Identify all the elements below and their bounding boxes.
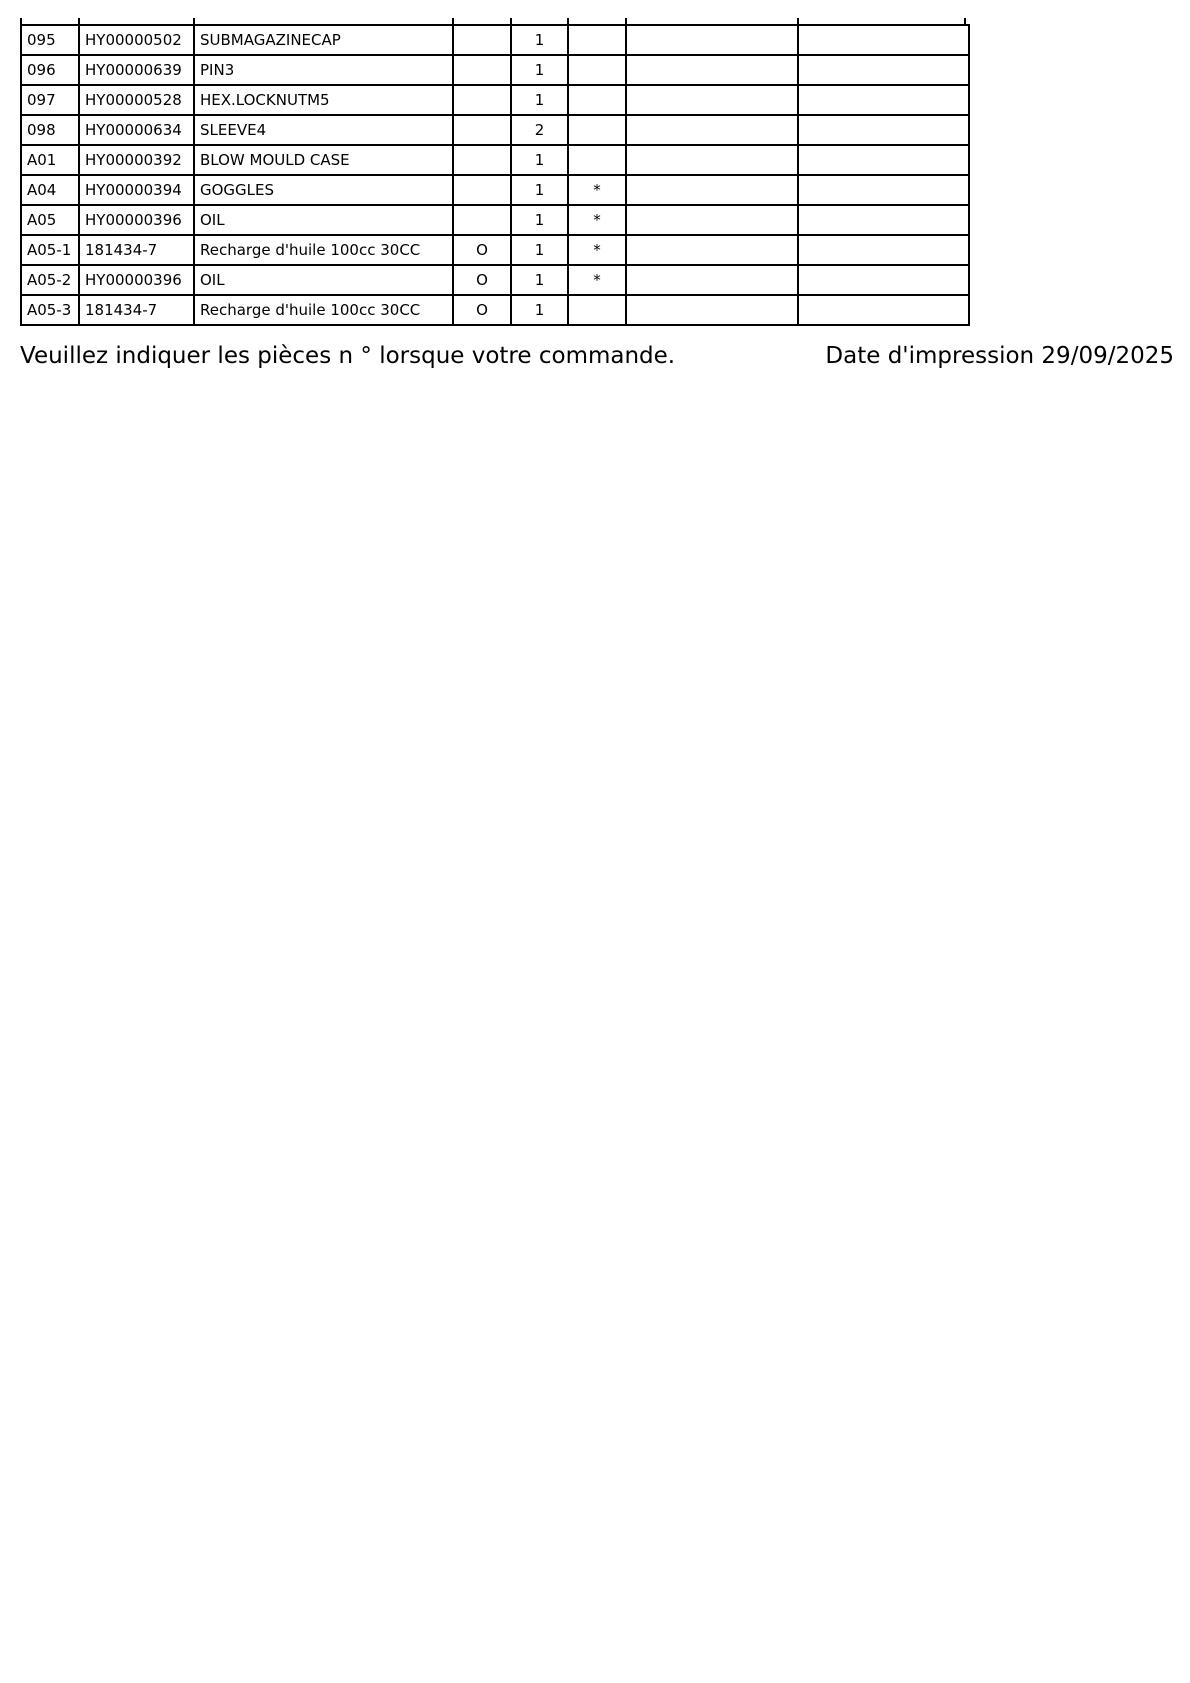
cell-quantity: 2	[511, 115, 568, 145]
table-row	[21, 85, 969, 115]
cell-star-mark: *	[568, 265, 626, 295]
cell-quantity: 1	[511, 85, 568, 115]
cell-blank	[626, 175, 798, 205]
table-row	[21, 235, 969, 265]
cell-star-mark	[568, 25, 626, 55]
cell-item-number: 096	[21, 55, 79, 85]
cell-item-number: 098	[21, 115, 79, 145]
cell-blank	[626, 55, 798, 85]
cell-description: SUBMAGAZINECAP	[194, 25, 453, 55]
cell-description: SLEEVE4	[194, 115, 453, 145]
cell-description: Recharge d'huile 100cc 30CC	[194, 295, 453, 325]
cell-blank	[798, 265, 969, 295]
cell-option-mark	[453, 145, 511, 175]
cell-item-number: A05	[21, 205, 79, 235]
cell-star-mark	[568, 55, 626, 85]
parts-table	[20, 24, 970, 326]
cell-part-reference: 181434-7	[79, 235, 194, 265]
cell-star-mark: *	[568, 235, 626, 265]
cell-item-number: 095	[21, 25, 79, 55]
cell-blank	[626, 115, 798, 145]
cell-option-mark	[453, 175, 511, 205]
cell-part-reference: HY00000528	[79, 85, 194, 115]
cell-item-number: 097	[21, 85, 79, 115]
cell-option-mark	[453, 85, 511, 115]
cell-blank	[626, 25, 798, 55]
cell-option-mark: O	[453, 265, 511, 295]
table-row	[21, 265, 969, 295]
cell-part-reference: HY00000394	[79, 175, 194, 205]
cell-part-reference: HY00000639	[79, 55, 194, 85]
cell-blank	[626, 205, 798, 235]
cell-blank	[798, 175, 969, 205]
cell-item-number: A05-3	[21, 295, 79, 325]
cell-blank	[798, 25, 969, 55]
cell-star-mark	[568, 85, 626, 115]
cell-blank	[626, 265, 798, 295]
cell-description: BLOW MOULD CASE	[194, 145, 453, 175]
order-instruction-note: Veuillez indiquer les pièces n ° lorsque votre commande.	[20, 343, 676, 369]
cell-quantity: 1	[511, 175, 568, 205]
cell-description: GOGGLES	[194, 175, 453, 205]
table-row	[21, 55, 969, 85]
cell-star-mark	[568, 295, 626, 325]
cell-star-mark: *	[568, 205, 626, 235]
cell-part-reference: HY00000634	[79, 115, 194, 145]
cell-description: OIL	[194, 265, 453, 295]
cell-option-mark: O	[453, 295, 511, 325]
cell-description: PIN3	[194, 55, 453, 85]
parts-table-body	[21, 25, 969, 325]
cell-item-number: A05-2	[21, 265, 79, 295]
cell-part-reference: HY00000396	[79, 265, 194, 295]
cell-blank	[626, 145, 798, 175]
cell-quantity: 1	[511, 265, 568, 295]
table-row	[21, 145, 969, 175]
cell-blank	[798, 295, 969, 325]
print-date: Date d'impression 29/09/2025	[825, 343, 1174, 369]
table-row	[21, 175, 969, 205]
cell-quantity: 1	[511, 145, 568, 175]
cell-quantity: 1	[511, 55, 568, 85]
cell-quantity: 1	[511, 235, 568, 265]
cell-option-mark	[453, 115, 511, 145]
cell-blank	[798, 85, 969, 115]
cell-blank	[798, 235, 969, 265]
table-row	[21, 115, 969, 145]
cell-item-number: A04	[21, 175, 79, 205]
cell-part-reference: HY00000396	[79, 205, 194, 235]
cell-star-mark	[568, 145, 626, 175]
cell-blank	[626, 295, 798, 325]
cell-blank	[798, 55, 969, 85]
cell-option-mark	[453, 25, 511, 55]
table-row	[21, 25, 969, 55]
cell-blank	[626, 235, 798, 265]
cell-quantity: 1	[511, 205, 568, 235]
cell-option-mark: O	[453, 235, 511, 265]
cell-blank	[626, 85, 798, 115]
cell-star-mark: *	[568, 175, 626, 205]
cell-description: OIL	[194, 205, 453, 235]
cell-item-number: A05-1	[21, 235, 79, 265]
table-row	[21, 295, 969, 325]
cell-blank	[798, 115, 969, 145]
table-row	[21, 205, 969, 235]
cell-quantity: 1	[511, 295, 568, 325]
cell-star-mark	[568, 115, 626, 145]
cell-quantity: 1	[511, 25, 568, 55]
cell-description: Recharge d'huile 100cc 30CC	[194, 235, 453, 265]
cell-item-number: A01	[21, 145, 79, 175]
cell-description: HEX.LOCKNUTM5	[194, 85, 453, 115]
cell-part-reference: HY00000502	[79, 25, 194, 55]
cell-part-reference: 181434-7	[79, 295, 194, 325]
cell-option-mark	[453, 205, 511, 235]
cell-blank	[798, 205, 969, 235]
cell-blank	[798, 145, 969, 175]
cell-option-mark	[453, 55, 511, 85]
cell-part-reference: HY00000392	[79, 145, 194, 175]
